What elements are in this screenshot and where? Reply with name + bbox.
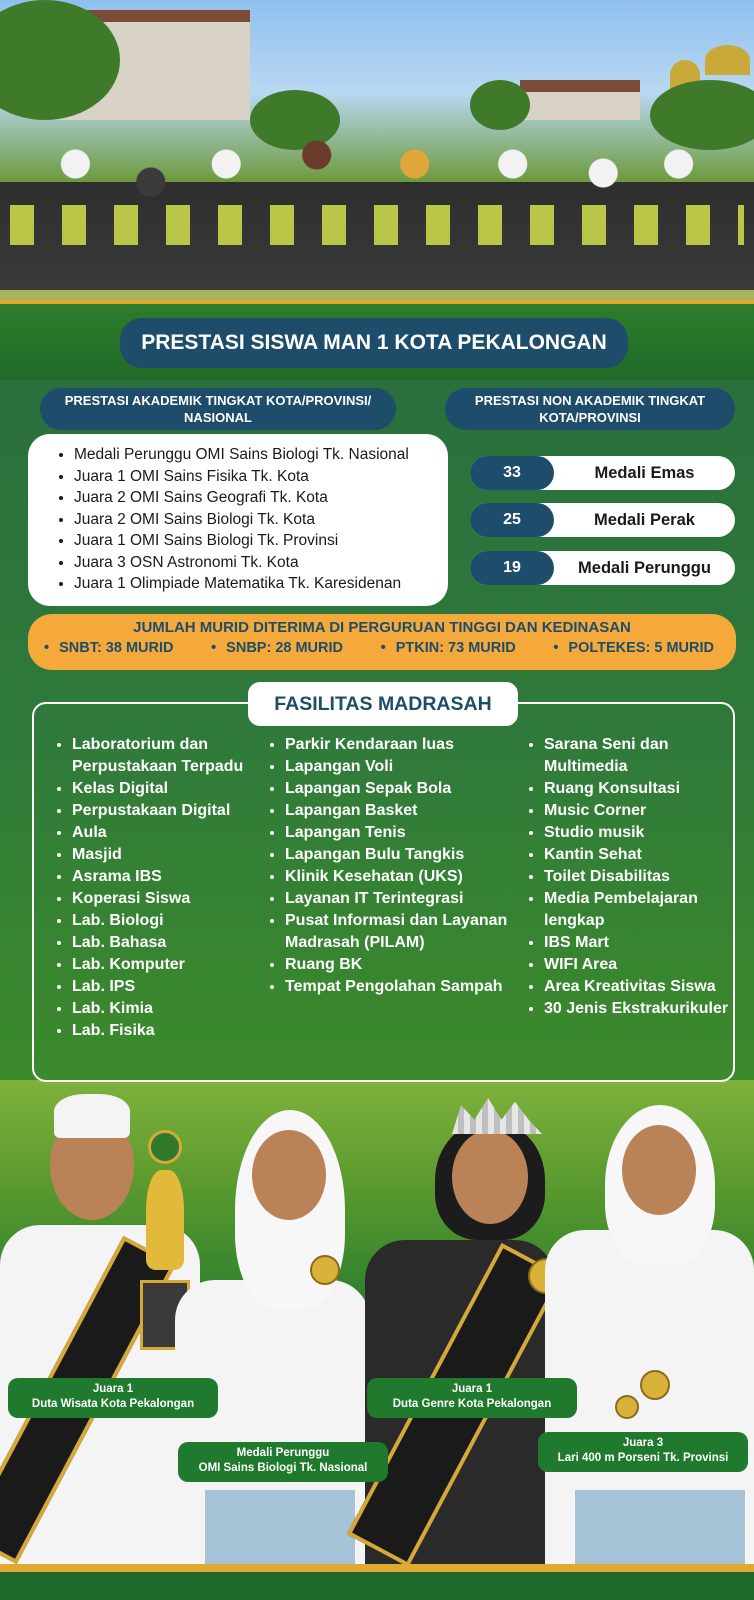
facilities-column-3 xyxy=(524,734,734,1020)
list-item: • Koperasi Siswa xyxy=(72,888,257,910)
facilities-title: FASILITAS MADRASAH xyxy=(248,682,518,726)
mosque-dome xyxy=(705,45,750,75)
silver-medal-row xyxy=(470,503,735,537)
medal-label: Medali Perak xyxy=(594,511,695,529)
list-item: • Lapangan Voli xyxy=(285,756,510,778)
list-item: • Music Corner xyxy=(544,800,734,822)
list-item: • Juara 1 OMI Sains Fisika Tk. Kota xyxy=(74,466,438,488)
list-item: • Medali Perunggu OMI Sains Biologi Tk. Nasional xyxy=(74,444,438,466)
list-item: • Kelas Digital xyxy=(72,778,257,800)
caption-line2: Duta Genre Kota Pekalongan xyxy=(392,1398,552,1410)
list-item: • Lapangan Basket xyxy=(285,800,510,822)
gold-medal-row xyxy=(470,456,735,490)
caption-omi-biologi xyxy=(178,1442,388,1482)
list-item: • Juara 2 OMI Sains Geografi Tk. Kota xyxy=(74,487,438,509)
caption-duta-genre xyxy=(367,1378,577,1418)
list-item: • Parkir Kendaraan luas xyxy=(285,734,510,756)
caption-line1: Juara 1 xyxy=(451,1383,493,1395)
group-photo xyxy=(0,0,754,330)
list-item: • Juara 3 OSN Astronomi Tk. Kota xyxy=(74,552,438,574)
academic-heading: PRESTASI AKADEMIK TINGKAT KOTA/PROVINSI/ NASIONAL xyxy=(40,388,396,430)
list-item: • Toilet Disabilitas xyxy=(544,866,734,888)
academic-list xyxy=(50,444,438,595)
caption-duta-wisata xyxy=(8,1378,218,1418)
list-item: • Layanan IT Terintegrasi xyxy=(285,888,510,910)
list-item: • Lab. Fisika xyxy=(72,1020,257,1042)
stat-snbp: • SNBP: 28 MURID xyxy=(211,640,343,656)
medal-count: 25 xyxy=(470,503,554,537)
list-item: • Lapangan Tenis xyxy=(285,822,510,844)
caption-lari-400m xyxy=(538,1432,748,1472)
list-item: • Tempat Pengolahan Sampah xyxy=(285,976,510,998)
students-group xyxy=(0,110,754,290)
list-item: • IBS Mart xyxy=(544,932,734,954)
list-item: • Masjid xyxy=(72,844,257,866)
list-item: • Pusat Informasi dan Layanan Madrasah (PILAM) xyxy=(285,910,510,954)
list-item: • Aula xyxy=(72,822,257,844)
list-item: • Juara 1 OMI Sains Biologi Tk. Provinsi xyxy=(74,530,438,552)
admissions-bar xyxy=(28,614,736,670)
page-title: PRESTASI SISWA MAN 1 KOTA PEKALONGAN xyxy=(120,318,628,368)
list-item: • Ruang Konsultasi xyxy=(544,778,734,800)
list-item: • 30 Jenis Ekstrakurikuler xyxy=(544,998,734,1020)
medal-count: 33 xyxy=(470,456,554,490)
medal-count: 19 xyxy=(470,551,554,585)
stat-ptkin: • PTKIN: 73 MURID xyxy=(381,640,516,656)
list-item: • Ruang BK xyxy=(285,954,510,976)
list-item: • Sarana Seni dan Multimedia xyxy=(544,734,734,778)
list-item: • Media Pembelajaran lengkap xyxy=(544,888,734,932)
list-item: • Lab. Komputer xyxy=(72,954,257,976)
list-item: • Area Kreativitas Siswa xyxy=(544,976,734,998)
list-item: • Juara 1 Olimpiade Matematika Tk. Karesidenan xyxy=(74,573,438,595)
list-item: • Studio musik xyxy=(544,822,734,844)
footer xyxy=(0,1572,754,1600)
list-item: • Lapangan Sepak Bola xyxy=(285,778,510,800)
books xyxy=(10,205,744,245)
list-item: • Klinik Kesehatan (UKS) xyxy=(285,866,510,888)
list-item: • Lab. IPS xyxy=(72,976,257,998)
caption-line1: Medali Perunggu xyxy=(236,1447,330,1459)
non-academic-heading: PRESTASI NON AKADEMIK TINGKAT KOTA/PROVINSI xyxy=(445,388,735,430)
list-item: • Lab. Kimia xyxy=(72,998,257,1020)
facilities-column-1 xyxy=(52,734,257,1042)
list-item: • Juara 2 OMI Sains Biologi Tk. Kota xyxy=(74,509,438,531)
list-item: • Perpustakaan Digital xyxy=(72,800,257,822)
footer-stripe xyxy=(0,1564,754,1572)
academic-list-box xyxy=(28,434,448,606)
facilities-column-2 xyxy=(265,734,510,998)
stat-poltekes: • POLTEKES: 5 MURID xyxy=(553,640,714,656)
list-item: • Laboratorium dan Perpustakaan Terpadu xyxy=(72,734,257,778)
list-item: • WIFI Area xyxy=(544,954,734,976)
medal-label: Medali Perunggu xyxy=(578,559,711,577)
admissions-stats xyxy=(28,636,736,656)
caption-line2: Lari 400 m Porseni Tk. Provinsi xyxy=(557,1452,729,1464)
caption-line2: Duta Wisata Kota Pekalongan xyxy=(31,1398,195,1410)
list-item: • Asrama IBS xyxy=(72,866,257,888)
list-item: • Lab. Biologi xyxy=(72,910,257,932)
stat-snbt: • SNBT: 38 MURID xyxy=(44,640,173,656)
admissions-title: JUMLAH MURID DITERIMA DI PERGURUAN TINGGI DAN KEDINASAN xyxy=(133,619,631,636)
list-item: • Kantin Sehat xyxy=(544,844,734,866)
list-item: • Lapangan Bulu Tangkis xyxy=(285,844,510,866)
caption-line1: Juara 3 xyxy=(622,1437,664,1449)
medal-label: Medali Emas xyxy=(594,464,695,482)
caption-line1: Juara 1 xyxy=(92,1383,134,1395)
caption-line2: OMI Sains Biologi Tk. Nasional xyxy=(198,1462,368,1474)
bronze-medal-row xyxy=(470,551,735,585)
list-item: • Lab. Bahasa xyxy=(72,932,257,954)
